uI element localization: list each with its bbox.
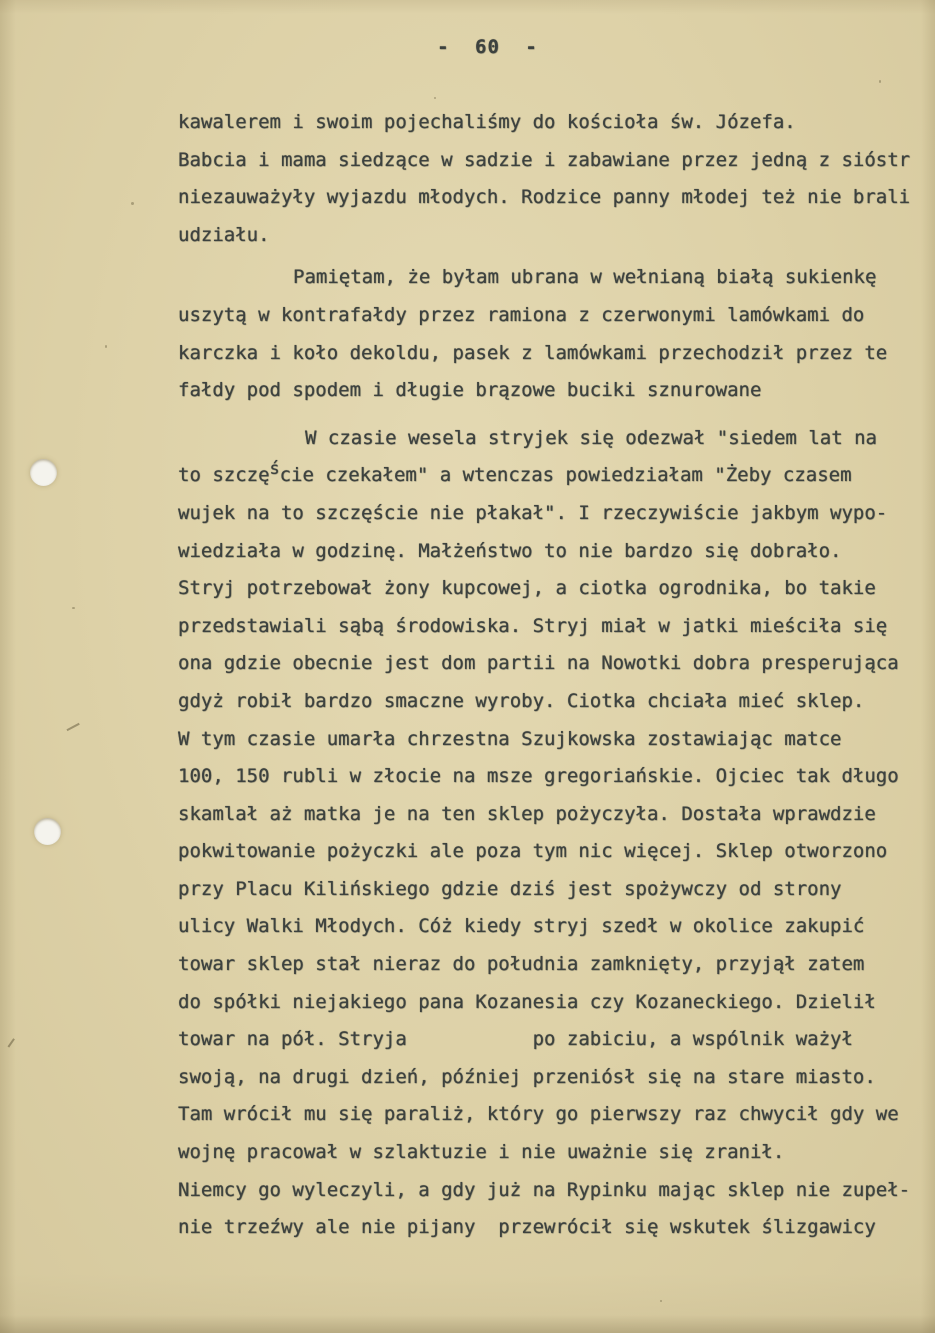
paragraph (178, 420, 925, 1247)
text-line: swoją, na drugi dzień, później przeniósł się na stare miasto. (178, 1065, 876, 1088)
text-line: Tam wrócił mu się paraliż, który go pierwszy raz chwycił gdy we (178, 1103, 899, 1126)
typewritten-text (178, 104, 925, 1247)
text-line: wojnę pracował w szlaktuzie i nie uważnie się zranił. (178, 1141, 785, 1164)
text-segment: to szczę (178, 464, 270, 487)
text-line: do spółki niejakiego pana Kozanesia czy Kozaneckiego. Dzielił (178, 990, 876, 1013)
text-line: karczka i koło dekoldu, pasek z lamówkami przechodził przez te (178, 341, 888, 364)
text-line: niezauważyły wyjazdu młodych. Rodzice panny młodej też nie brali (178, 186, 911, 209)
text-segment: cie czekałem" a wtenczas powiedziałam "Żeby czasem (279, 464, 852, 487)
text-line: fałdy pod spodem i długie brązowe buciki sznurowane (178, 379, 762, 402)
text-line: W czasie wesela stryjek się odezwał "siedem lat na (305, 426, 877, 449)
text-line: Niemcy go wyleczyli, a gdy już na Rypinku mając sklep nie zupeł- (178, 1178, 911, 1201)
hole-punch-bottom (34, 818, 61, 845)
paper-speck (434, 97, 436, 99)
text-line: skamlał aż matka je na ten sklep pożyczyła. Dostała wprawdzie (178, 802, 876, 825)
text-line: W tym czasie umarła chrzestna Szujkowska zostawiając matce (178, 727, 842, 750)
paper-speck (105, 345, 107, 348)
text-line: Pamiętam, że byłam ubrana w wełnianą białą sukienkę (293, 266, 877, 289)
text-line: kawalerem i swoim pojechaliśmy do kościoła św. Józefa. (178, 111, 796, 133)
paper-speck (72, 607, 75, 609)
text-line: towar sklep stał nieraz do południa zamknięty, przyjął zatem (178, 953, 865, 976)
page-number: - 60 - (437, 36, 538, 58)
text-line: przedstawiali sąbą środowiska. Stryj miał w jatki mieściła się (178, 614, 888, 637)
text-line: wiedziała w godzinę. Małżeństwo to nie bardzo się dobrało. (178, 539, 842, 562)
paragraph (178, 259, 925, 409)
paragraph (178, 104, 925, 254)
superscript-letter: ś (269, 457, 280, 478)
text-line: gdyż robił bardzo smaczne wyroby. Ciotka chciała mieć sklep. (178, 689, 865, 712)
paper-speck (131, 202, 134, 205)
text-line: przy Placu Kilińskiego gdzie dziś jest spożywczy od strony (178, 877, 842, 900)
paper-scratch (8, 1038, 15, 1047)
paper-scratch (66, 723, 79, 731)
paper-speck (879, 80, 881, 83)
text-line: wujek na to szczęście nie płakał". I rzeczywiście jakbym wypo- (178, 501, 888, 524)
text-line: nie trzeźwy ale nie pijany przewrócił się wskutek ślizgawicy (178, 1216, 876, 1239)
text-line: pokwitowanie pożyczki ale poza tym nic więcej. Sklep otworzono (178, 840, 888, 863)
text-line: ulicy Walki Młodych. Cóż kiedy stryj szedł w okolice zakupić (178, 915, 865, 938)
paper-speck (660, 1300, 662, 1302)
text-line: 100, 150 rubli w złocie na msze gregoriańskie. Ojciec tak długo (178, 765, 899, 788)
text-line: towar na pół. Stryja po zabiciu, a wspólnik ważył (178, 1028, 853, 1051)
hole-punch-top (30, 459, 57, 486)
text-line: Babcia i mama siedzące w sadzie i zabawiane przez jedną z sióstr (178, 148, 911, 171)
text-line: udziału. (178, 223, 270, 246)
text-line (178, 457, 925, 495)
text-line: uszytą w kontrafałdy przez ramiona z czerwonymi lamówkami do (178, 303, 865, 326)
text-line: Stryj potrzebował żony kupcowej, a ciotka ogrodnika, bo takie (178, 577, 876, 600)
text-line: ona gdzie obecnie jest dom partii na Nowotki dobra presperująca (178, 652, 899, 675)
